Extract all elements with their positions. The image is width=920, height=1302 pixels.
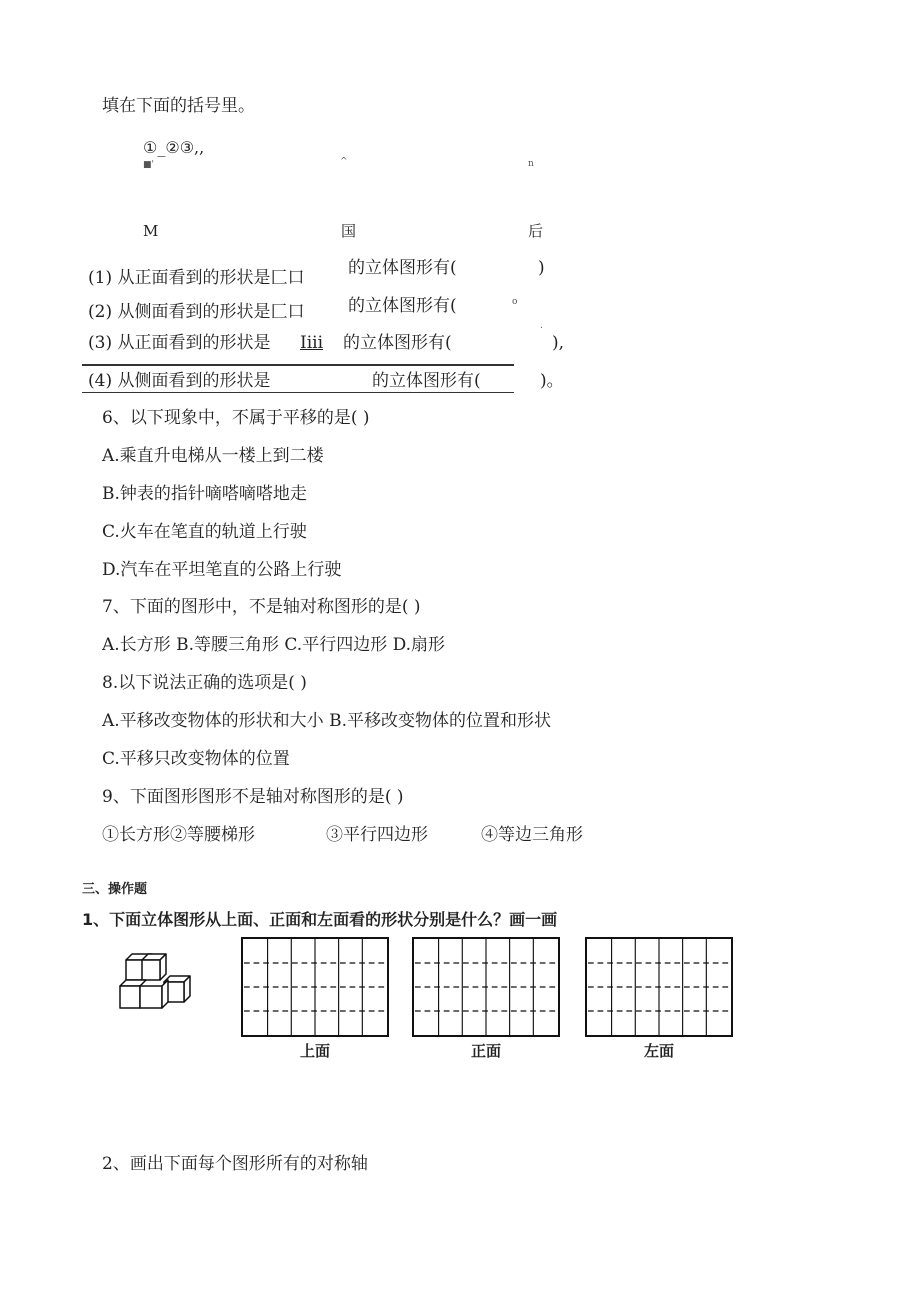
fill-item-3-close: ),: [552, 333, 565, 353]
fill-item-2-prefix: (2) 从侧面看到的形状是匚口: [88, 302, 305, 322]
fill-item-4-suffix: 的立体图形有(: [372, 371, 481, 391]
fill-item-3-shape: Iiii: [300, 333, 324, 353]
grid-top-view[interactable]: [241, 937, 389, 1037]
q9-option-3: ④等边三角形: [481, 825, 583, 845]
grid-label-front: 正面: [470, 1042, 501, 1060]
fill-item-3-suffix: 的立体图形有(: [343, 333, 452, 353]
fill-item-2-suffix: 的立体图形有(: [348, 296, 457, 316]
fill-item-3-prefix: (3) 从正面看到的形状是: [88, 333, 271, 353]
fill-item-4-close: )。: [540, 371, 564, 391]
q9-option-1: ①长方形②等腰梯形: [102, 825, 255, 845]
section-3-heading: 三、操作题: [82, 882, 148, 897]
q9-option-2: ③平行四边形: [326, 825, 428, 845]
q6-option-c: C.火车在笔直的轨道上行驶: [102, 522, 307, 542]
q6-option-d: D.汽车在平坦笔直的公路上行驶: [102, 560, 342, 580]
fill-item-4-prefix: (4) 从侧面看到的形状是: [88, 371, 271, 391]
grid-left-view[interactable]: [585, 937, 733, 1037]
stray-mark: n: [528, 159, 534, 169]
q7-options: A.长方形 B.等腰三角形 C.平行四边形 D.扇形: [102, 635, 446, 655]
q8-option-c: C.平移只改变物体的位置: [102, 749, 290, 769]
stray-mark: ■': [143, 160, 154, 170]
divider-line: [82, 364, 514, 366]
q7-stem: 7、下面的图形中，不是轴对称图形的是( ): [102, 597, 421, 617]
section-3-q1: 1、下面立体图形从上面、正面和左面看的形状分别是什么？画一画: [82, 910, 558, 929]
cube-stack-figure: [114, 952, 194, 1012]
intro-text: 填在下面的括号里。: [102, 96, 255, 116]
shape-label-3: 后: [528, 222, 544, 240]
stray-mark: .: [540, 321, 543, 331]
section-3-q2: 2、画出下面每个图形所有的对称轴: [102, 1154, 368, 1174]
fill-item-1-prefix: (1) 从正面看到的形状是匚口: [88, 268, 305, 288]
shape-label-2: 国: [341, 222, 357, 240]
q6-option-a: A.乘直升电梯从一楼上到二楼: [102, 446, 324, 466]
q9-stem: 9、下面图形图形不是轴对称图形的是( ): [102, 787, 404, 807]
stray-mark: ^: [340, 157, 348, 167]
q6-option-b: B.钟表的指针嘀嗒嘀嗒地走: [102, 484, 307, 504]
shape-number-marks: ①_②③,,: [143, 138, 205, 157]
q8-stem: 8.以下说法正确的选项是( ): [102, 673, 307, 693]
shape-label-1: M: [143, 222, 159, 240]
grid-label-left: 左面: [643, 1042, 674, 1060]
fill-item-1-suffix: 的立体图形有(: [348, 258, 457, 278]
grid-front-view[interactable]: [412, 937, 560, 1037]
q8-options-ab: A.平移改变物体的形状和大小 B.平移改变物体的位置和形状: [102, 711, 551, 731]
q6-stem: 6、以下现象中，不属于平移的是( ): [102, 408, 370, 428]
fill-item-1-close: ): [538, 258, 545, 278]
grid-label-top: 上面: [299, 1042, 330, 1060]
underline: [82, 392, 514, 393]
stray-mark: o: [512, 297, 518, 307]
